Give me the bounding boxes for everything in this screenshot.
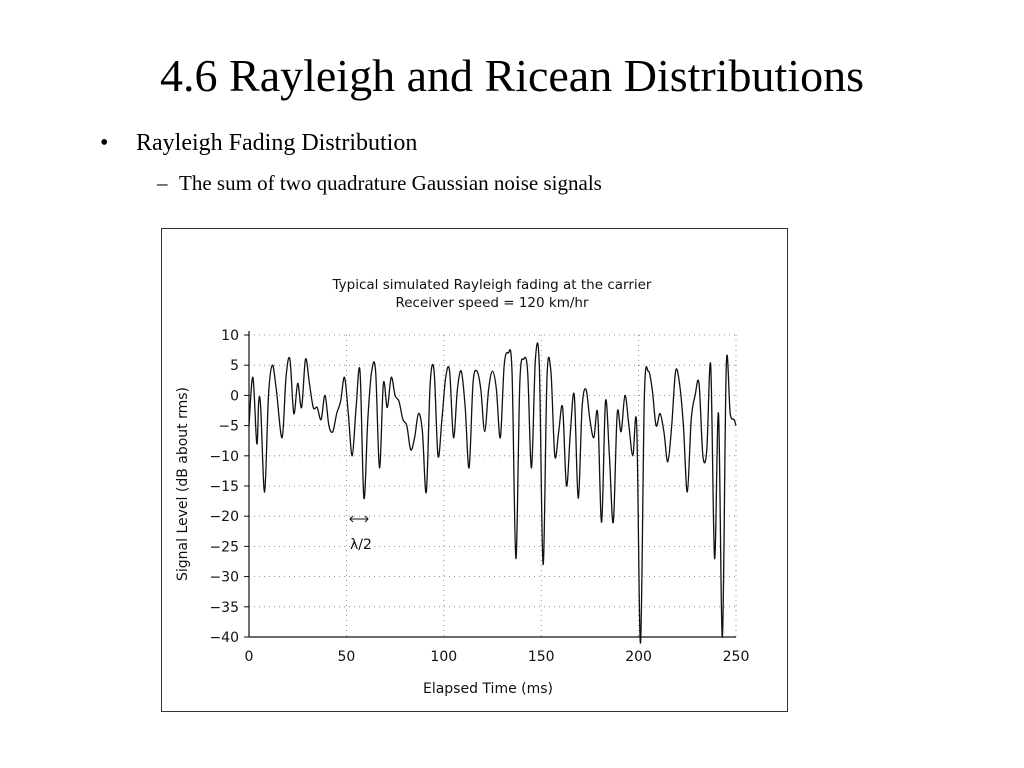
x-tick-label: 150 (527, 649, 555, 665)
x-tick-label: 250 (722, 649, 750, 665)
x-tick-label: 100 (430, 649, 458, 665)
x-tick-label: 0 (244, 649, 254, 665)
bullet-marker: • (100, 130, 109, 156)
y-tick-label: −10 (209, 448, 239, 465)
y-tick-label: −25 (209, 539, 239, 556)
chart-title: Typical simulated Rayleigh fading at the carrier (332, 277, 652, 293)
grid-lines (249, 335, 736, 637)
lambda-annotation-label: λ/2 (350, 537, 372, 553)
fading-chart (162, 229, 789, 713)
y-axis-label: Signal Level (dB about rms) (175, 386, 191, 582)
axes (249, 331, 736, 637)
y-tick-label: −30 (209, 569, 239, 586)
y-tick-label: −15 (209, 479, 239, 495)
x-tick-label: 50 (337, 649, 356, 665)
y-tick-label: −40 (209, 630, 239, 646)
lambda-annotation-arrow (350, 516, 368, 522)
sub-bullet-marker: – (157, 171, 168, 195)
chart-subtitle: Receiver speed = 120 km/hr (395, 295, 589, 311)
y-axis-ticks (209, 328, 249, 646)
y-tick-label: 0 (230, 388, 239, 405)
y-tick-label: −5 (218, 418, 239, 435)
y-tick-label: 10 (221, 328, 239, 344)
y-tick-label: −20 (209, 509, 239, 526)
bullet-rayleigh-fading (100, 128, 417, 158)
y-tick-label: −35 (209, 599, 239, 616)
y-tick-label: 5 (230, 358, 239, 375)
slide-title: 4.6 Rayleigh and Ricean Distributions (160, 50, 864, 101)
bullet-text: Rayleigh Fading Distribution (136, 130, 418, 156)
x-tick-label: 200 (625, 649, 652, 665)
x-axis-ticks (245, 649, 750, 665)
sub-bullet-text: The sum of two quadrature Gaussian noise signals (179, 171, 602, 195)
rayleigh-fading-figure (161, 228, 788, 712)
signal-level-line (249, 343, 736, 643)
x-axis-label: Elapsed Time (ms) (422, 681, 554, 697)
sub-bullet-quadrature-gaussian (157, 168, 602, 198)
